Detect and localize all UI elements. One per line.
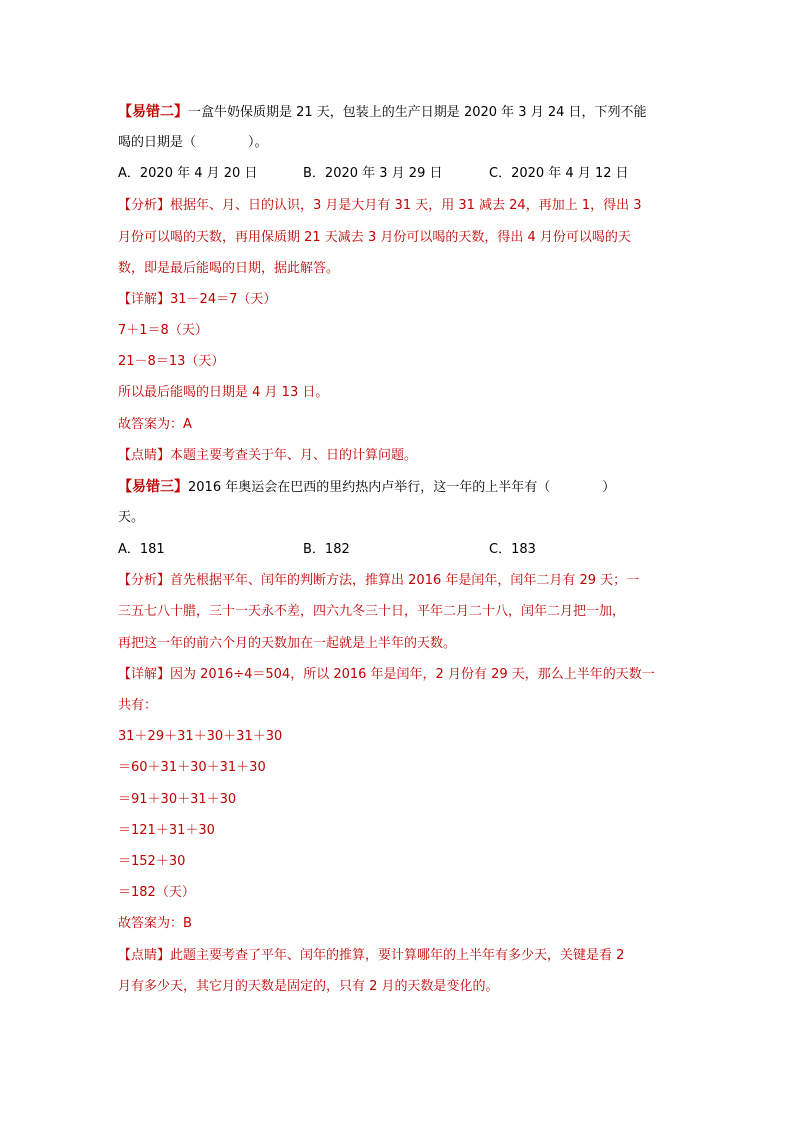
- detail-text: 所以最后能喝的日期是 4 月 13 日。: [118, 385, 329, 400]
- analysis-tag: 【分析】: [118, 198, 171, 213]
- question-text: 2016 年奥运会在巴西的里约热内卢举行，这一年的上半年有（ ）: [188, 480, 616, 495]
- comment-tag: 【点睛】: [118, 448, 171, 463]
- option-c: C．2020 年 4 月 12 日: [489, 166, 629, 181]
- analysis-text: 再把这一年的前六个月的天数加在一起就是上半年的天数。: [118, 636, 457, 651]
- calc-step: 31＋29＋31＋30＋31＋30: [118, 729, 283, 744]
- comment-line: [118, 947, 624, 965]
- option-b: B．182: [303, 542, 350, 557]
- problem-tag: 【易错二】: [118, 104, 188, 120]
- calc-step: ＝182（天）: [118, 885, 195, 900]
- comment-text: 此题主要考查了平年、闰年的推算，要计算哪年的上半年有多少天，关键是看 2: [170, 948, 625, 963]
- question-text: 天。: [118, 510, 145, 525]
- question-text: 一盒牛奶保质期是 21 天，包装上的生产日期是 2020 年 3 月 24 日，下列不能: [188, 105, 647, 120]
- detail-tag: 【详解】: [118, 667, 171, 682]
- option-a: A．181: [118, 542, 165, 557]
- detail-line: [118, 291, 276, 309]
- detail-tag: 【详解】: [118, 292, 171, 307]
- comment-text: 本题主要考查关于年、月、日的计算问题。: [170, 448, 418, 463]
- detail-text: 21－8＝13（天）: [118, 354, 225, 369]
- comment-line: [118, 447, 417, 465]
- analysis-text: 数，即是最后能喝的日期，据此解答。: [118, 261, 340, 276]
- detail-text: 31－24＝7（天）: [170, 292, 277, 307]
- analysis-text: 首先根据平年、闰年的判断方法，推算出 2016 年是闰年，闰年二月有 29 天；一: [170, 573, 640, 588]
- analysis-text: 根据年、月、日的认识，3 月是大月有 31 天，用 31 减去 24，再加上 1，得出 3: [170, 198, 642, 213]
- detail-text: 共有：: [118, 698, 158, 713]
- detail-text: 因为 2016÷4＝504，所以 2016 年是闰年，2 月份有 29 天，那么上半年的天数一: [170, 667, 655, 682]
- calc-step: ＝121＋31＋30: [118, 823, 215, 838]
- calc-step: ＝152＋30: [118, 854, 186, 869]
- question-text: 喝的日期是（ ）。: [118, 135, 268, 150]
- analysis-text: 月份可以喝的天数，再用保质期 21 天减去 3 月份可以喝的天数，得出 4 月份可以喝的天: [118, 230, 631, 245]
- analysis-line: [118, 197, 642, 215]
- problem-tag: 【易错三】: [118, 479, 188, 495]
- detail-text: 7＋1＝8（天）: [118, 323, 208, 338]
- calc-step: ＝60＋31＋30＋31＋30: [118, 760, 266, 775]
- option-b: B．2020 年 3 月 29 日: [303, 166, 443, 181]
- comment-tag: 【点睛】: [118, 948, 171, 963]
- answer-text: 故答案为：A: [118, 417, 192, 432]
- question-line: [118, 103, 647, 122]
- analysis-tag: 【分析】: [118, 573, 171, 588]
- question-line: [118, 478, 615, 497]
- analysis-line: [118, 572, 639, 590]
- detail-line: [118, 666, 655, 684]
- comment-text: 月有多少天，其它月的天数是固定的，只有 2 月的天数是变化的。: [118, 979, 499, 994]
- analysis-text: 三五七八十腊，三十一天永不差，四六九冬三十日，平年二月二十八，闰年二月把一加，: [118, 604, 626, 619]
- option-c: C．183: [489, 542, 536, 557]
- answer-text: 故答案为：B: [118, 916, 192, 931]
- option-a: A．2020 年 4 月 20 日: [118, 166, 258, 181]
- calc-step: ＝91＋30＋31＋30: [118, 792, 237, 807]
